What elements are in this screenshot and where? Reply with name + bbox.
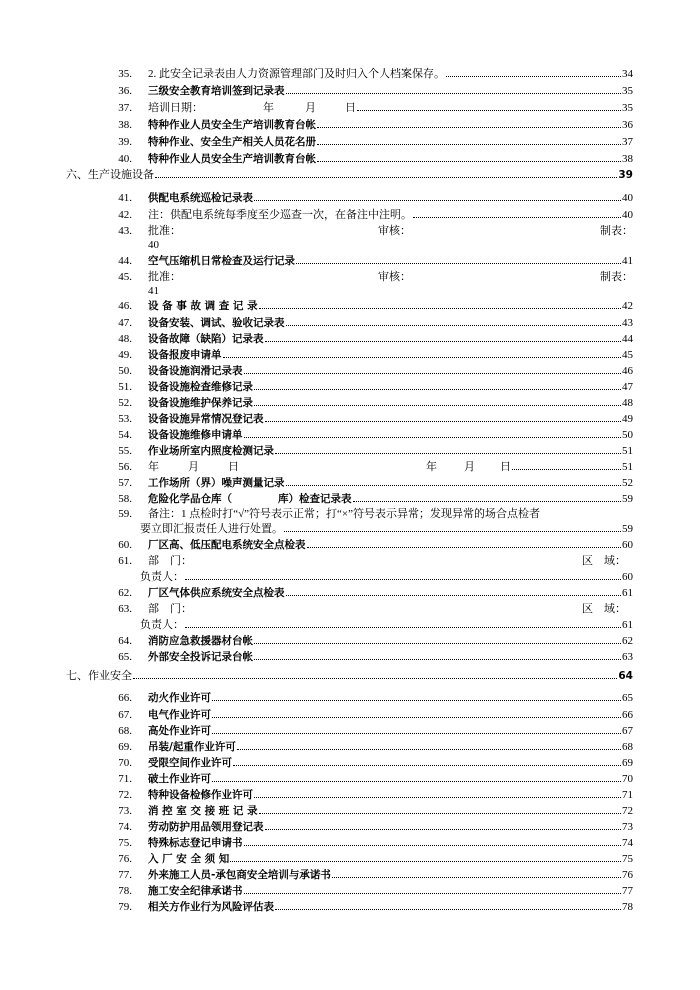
entry-page: 46 <box>622 365 633 377</box>
toc-entry-43-page <box>0 237 700 253</box>
toc-entry-59[interactable] <box>0 506 700 522</box>
leader-dots <box>307 538 622 548</box>
entry-page: 36 <box>622 119 633 131</box>
entry-number: 79. <box>118 901 132 913</box>
leader-dots <box>286 476 622 486</box>
toc-entry-53[interactable] <box>0 411 700 427</box>
entry-number: 70. <box>118 757 132 769</box>
review-label: 审核： <box>378 271 411 283</box>
dept-label: 部 门： <box>148 555 192 567</box>
entry-number: 71. <box>118 773 132 785</box>
entry-number: 78. <box>118 885 132 897</box>
entry-number: 37. <box>118 102 132 114</box>
entry-page: 35 <box>622 85 633 97</box>
owner-label: 负责人： <box>140 619 184 631</box>
toc-entry-47[interactable] <box>0 315 700 331</box>
entry-number: 49. <box>118 349 132 361</box>
toc-entry-48[interactable] <box>0 331 700 347</box>
toc-entry-73[interactable] <box>0 803 700 819</box>
toc-entry-57[interactable] <box>0 475 700 491</box>
entry-number: 55. <box>118 445 132 457</box>
toc-entry-70[interactable] <box>0 755 700 771</box>
leader-dots <box>244 364 622 374</box>
entry-title: 特种作业、安全生产相关人员花名册 <box>148 136 316 148</box>
entry-page: 40 <box>148 239 159 251</box>
leader-dots <box>212 724 621 734</box>
entry-page: 50 <box>622 429 633 441</box>
toc-entry-75[interactable] <box>0 835 700 851</box>
entry-title: 吊装/起重作业许可 <box>148 741 236 753</box>
entry-page: 70 <box>622 773 633 785</box>
entry-page: 65 <box>622 692 633 704</box>
year-label: 年 <box>148 459 188 475</box>
leader-dots <box>133 669 617 679</box>
entry-number: 69. <box>118 741 132 753</box>
leader-dots <box>254 396 621 406</box>
toc-entry-59-cont <box>0 521 700 537</box>
entry-title: 相关方作业行为风险评估表 <box>148 901 274 913</box>
leader-dots <box>244 428 622 438</box>
toc-entry-63[interactable] <box>0 601 700 617</box>
entry-title: 动火作业许可 <box>148 692 211 704</box>
entry-title: 外部安全投诉记录台帐 <box>148 651 253 663</box>
toc-entry-65[interactable] <box>0 649 700 665</box>
entry-number: 43. <box>118 225 132 237</box>
entry-title: 特种设备检修作业许可 <box>148 789 253 801</box>
entry-page: 78 <box>622 901 633 913</box>
leader-dots <box>512 460 621 470</box>
toc-entry-72[interactable] <box>0 787 700 803</box>
entry-title: 电气作业许可 <box>148 709 211 721</box>
entry-title: 施工安全纪律承诺书 <box>148 885 243 897</box>
entry-number: 36. <box>118 85 132 97</box>
entry-number: 35. <box>118 68 132 80</box>
toc-entry-66[interactable] <box>0 690 700 706</box>
entry-page: 69 <box>622 757 633 769</box>
entry-page: 60 <box>622 539 633 551</box>
toc-entry-58[interactable] <box>0 491 700 507</box>
month-label: 月 <box>188 459 228 475</box>
entry-number: 52. <box>118 397 132 409</box>
toc-entry-51[interactable] <box>0 379 700 395</box>
entry-number: 60. <box>118 539 132 551</box>
toc-entry-64[interactable] <box>0 633 700 649</box>
year-label: 年 <box>263 100 305 116</box>
entry-number: 66. <box>118 692 132 704</box>
entry-title: 外来施工人员-承包商安全培训与承诺书 <box>148 869 331 881</box>
entry-title: 设备设施异常情况登记表 <box>148 413 264 425</box>
toc-entry-44[interactable] <box>0 253 700 269</box>
toc-entry-79[interactable] <box>0 899 700 915</box>
toc-entry-77[interactable] <box>0 867 700 883</box>
leader-dots <box>265 332 622 342</box>
entry-title: 设备设施维护保养记录 <box>148 397 253 409</box>
entry-page: 48 <box>622 397 633 409</box>
entry-page: 35 <box>622 102 633 114</box>
entry-number: 74. <box>118 821 132 833</box>
entry-number: 51. <box>118 381 132 393</box>
toc-entry-68[interactable] <box>0 723 700 739</box>
leader-dots <box>286 316 622 326</box>
entry-title: 高处作业许可 <box>148 725 211 737</box>
toc-entry-41[interactable] <box>0 190 700 206</box>
entry-title: 劳动防护用品领用登记表 <box>148 821 264 833</box>
entry-page: 49 <box>622 413 633 425</box>
toc-entry-50[interactable] <box>0 363 700 379</box>
leader-dots <box>254 380 621 390</box>
entry-title: 设 备 事 故 调 查 记 录 <box>148 300 258 312</box>
entry-number: 72. <box>118 789 132 801</box>
entry-title: 设备设施润滑记录表 <box>148 365 243 377</box>
entry-number: 68. <box>118 725 132 737</box>
toc-entry-61-cont <box>0 569 700 585</box>
entry-number: 38. <box>118 119 132 131</box>
entry-number: 50. <box>118 365 132 377</box>
toc-entry-61[interactable] <box>0 553 700 569</box>
section-title: 七、作业安全 <box>66 670 132 682</box>
leader-dots <box>212 708 621 718</box>
toc-entry-71[interactable] <box>0 771 700 787</box>
owner-label: 负责人： <box>140 571 184 583</box>
leader-dots <box>265 412 622 422</box>
toc-entry-74[interactable] <box>0 819 700 835</box>
leader-dots <box>317 118 621 128</box>
entry-title: 消 控 室 交 接 班 记 录 <box>148 805 258 817</box>
toc-entry-55[interactable] <box>0 443 700 459</box>
entry-page: 51 <box>622 445 633 457</box>
entry-number: 61. <box>118 555 132 567</box>
entry-title: 厂区气体供应系统安全点检表 <box>148 587 285 599</box>
leader-dots <box>446 67 621 77</box>
leader-dots <box>233 756 621 766</box>
entry-number: 46. <box>118 300 132 312</box>
entry-page: 62 <box>622 635 633 647</box>
entry-title-2: 库）检查记录表 <box>278 493 352 505</box>
toc-entry-52[interactable] <box>0 395 700 411</box>
toc-entry-38[interactable] <box>0 117 700 133</box>
leader-dots <box>185 618 621 628</box>
entry-page: 38 <box>622 153 633 165</box>
entry-title: 特种作业人员安全生产培训教育台帐 <box>148 119 316 131</box>
entry-number: 59. <box>118 508 132 520</box>
toc-entry-37[interactable] <box>0 100 700 116</box>
toc-entry-62[interactable] <box>0 585 700 601</box>
leader-dots <box>296 254 621 264</box>
entry-title: 破土作业许可 <box>148 773 211 785</box>
day-label: 日 <box>345 102 356 114</box>
entry-page: 43 <box>622 317 633 329</box>
entry-page: 40 <box>622 209 633 221</box>
leader-dots <box>254 634 621 644</box>
entry-title: 注：供配电系统每季度至少巡查一次，在备注中注明。 <box>148 209 412 221</box>
entry-page: 77 <box>622 885 633 897</box>
entry-number: 44. <box>118 255 132 267</box>
entry-title: 培训日期： <box>148 100 263 116</box>
entry-number: 40. <box>118 153 132 165</box>
entry-title: 设备故障（缺陷）记录表 <box>148 333 264 345</box>
prepare-label: 制表： <box>600 225 633 237</box>
entry-number: 76. <box>118 853 132 865</box>
entry-number: 67. <box>118 709 132 721</box>
entry-number: 62. <box>118 587 132 599</box>
entry-page: 44 <box>622 333 633 345</box>
leader-dots <box>244 836 622 846</box>
entry-title: 空气压缩机日常检查及运行记录 <box>148 255 295 267</box>
leader-dots <box>259 299 621 309</box>
entry-title: 设备设施维修申请单 <box>148 429 243 441</box>
leader-dots <box>317 135 621 145</box>
toc-entry-76[interactable] <box>0 851 700 867</box>
entry-number: 58. <box>118 493 132 505</box>
approve-label: 批准： <box>148 225 181 237</box>
entry-number: 54. <box>118 429 132 441</box>
toc-entry-67[interactable] <box>0 707 700 723</box>
entry-number: 73. <box>118 805 132 817</box>
entry-title: 受限空间作业许可 <box>148 757 232 769</box>
toc-entry-46[interactable] <box>0 298 700 314</box>
day-label-2: 日 <box>500 461 511 473</box>
toc-entry-40[interactable] <box>0 151 700 167</box>
entry-number: 53. <box>118 413 132 425</box>
entry-number: 41. <box>118 192 132 204</box>
leader-dots <box>155 168 617 178</box>
leader-dots <box>284 522 621 532</box>
entry-number: 64. <box>118 635 132 647</box>
entry-page: 75 <box>622 853 633 865</box>
entry-page: 52 <box>622 477 633 489</box>
entry-page: 63 <box>622 651 633 663</box>
entry-number: 57. <box>118 477 132 489</box>
area-label: 区 域： <box>582 603 626 615</box>
toc-entry-42[interactable] <box>0 207 700 223</box>
entry-page: 37 <box>622 136 633 148</box>
leader-dots <box>212 772 621 782</box>
section-page: 39 <box>618 169 633 181</box>
section-page: 64 <box>618 670 633 682</box>
toc-entry-60[interactable] <box>0 537 700 553</box>
entry-page: 76 <box>622 869 633 881</box>
toc-entry-39[interactable] <box>0 134 700 150</box>
entry-title: 设备安装、调试、验收记录表 <box>148 317 285 329</box>
entry-page: 68 <box>622 741 633 753</box>
entry-number: 39. <box>118 136 132 148</box>
toc-entry-36[interactable] <box>0 83 700 99</box>
entry-page: 59 <box>622 523 633 535</box>
entry-page: 72 <box>622 805 633 817</box>
entry-title: 作业场所室内照度检测记录 <box>148 445 274 457</box>
toc-entry-69[interactable] <box>0 739 700 755</box>
leader-dots <box>212 691 621 701</box>
leader-dots <box>265 820 622 830</box>
entry-page: 51 <box>622 461 633 473</box>
year-label-2: 年 <box>426 459 464 475</box>
entry-page: 42 <box>622 300 633 312</box>
entry-title: 消防应急救援器材台帐 <box>148 635 253 647</box>
entry-title: 供配电系统巡检记录表 <box>148 192 253 204</box>
toc-entry-49[interactable] <box>0 347 700 363</box>
leader-dots <box>259 804 621 814</box>
area-label: 区 域： <box>582 555 626 567</box>
dept-label: 部 门： <box>148 603 192 615</box>
entry-title: 备注：1 点检时打“√”符号表示正常；打“×”符号表示异常；发现异常的场合点检者 <box>148 508 541 520</box>
toc-entry-35[interactable] <box>0 66 700 82</box>
leader-dots <box>244 884 622 894</box>
leader-dots <box>185 570 621 580</box>
leader-dots <box>223 348 622 358</box>
review-label: 审核： <box>378 225 411 237</box>
entry-number: 63. <box>118 603 132 615</box>
leader-dots <box>286 586 622 596</box>
entry-page: 60 <box>622 571 633 583</box>
entry-title: 特殊标志登记申请书 <box>148 837 243 849</box>
month-label: 月 <box>305 100 345 116</box>
entry-number: 56. <box>118 461 132 473</box>
toc-entry-63-cont <box>0 617 700 633</box>
entry-number: 48. <box>118 333 132 345</box>
entry-number: 75. <box>118 837 132 849</box>
entry-title: 危险化学品仓库（ <box>148 491 278 507</box>
leader-dots <box>357 101 621 111</box>
entry-page: 59 <box>622 493 633 505</box>
leader-dots <box>286 84 622 94</box>
entry-title: 设备报废申请单 <box>148 349 222 361</box>
entry-title-cont: 要立即汇报责任人进行处置。 <box>140 523 283 535</box>
leader-dots <box>237 740 621 750</box>
entry-title: 三级安全教育培训签到记录表 <box>148 85 285 97</box>
leader-dots <box>230 852 621 862</box>
toc-entry-78[interactable] <box>0 883 700 899</box>
entry-page: 71 <box>622 789 633 801</box>
leader-dots <box>413 208 621 218</box>
entry-number: 42. <box>118 209 132 221</box>
leader-dots <box>275 900 621 910</box>
entry-number: 77. <box>118 869 132 881</box>
entry-page: 41 <box>148 285 159 297</box>
entry-title: 工作场所（界）噪声测量记录 <box>148 477 285 489</box>
entry-title: 厂区高、低压配电系统安全点检表 <box>148 539 306 551</box>
entry-title: 特种作业人员安全生产培训教育台帐 <box>148 153 316 165</box>
toc-entry-56[interactable] <box>0 459 700 475</box>
entry-page: 45 <box>622 349 633 361</box>
toc-section-7[interactable] <box>0 668 700 684</box>
month-label-2: 月 <box>464 459 500 475</box>
toc-entry-54[interactable] <box>0 427 700 443</box>
leader-dots <box>275 444 621 454</box>
day-label: 日 <box>228 459 426 475</box>
entry-page: 67 <box>622 725 633 737</box>
entry-page: 66 <box>622 709 633 721</box>
prepare-label: 制表： <box>600 271 633 283</box>
entry-title: 2. 此安全记录表由人力资源管理部门及时归入个人档案保存。 <box>148 68 445 80</box>
entry-page: 73 <box>622 821 633 833</box>
leader-dots <box>353 492 622 502</box>
approve-label: 批准： <box>148 271 181 283</box>
entry-number: 65. <box>118 651 132 663</box>
entry-page: 61 <box>622 619 633 631</box>
leader-dots <box>332 868 621 878</box>
entry-page: 41 <box>622 255 633 267</box>
leader-dots <box>254 650 621 660</box>
entry-page: 34 <box>622 68 633 80</box>
leader-dots <box>254 788 621 798</box>
entry-number: 45. <box>118 271 132 283</box>
toc-section-6[interactable] <box>0 167 700 183</box>
entry-title: 入 厂 安 全 须 知 <box>148 853 230 865</box>
entry-page: 47 <box>622 381 633 393</box>
section-title: 六、生产设施设备 <box>66 169 154 181</box>
entry-page: 40 <box>622 192 633 204</box>
entry-page: 74 <box>622 837 633 849</box>
toc-entry-45-page <box>0 283 700 299</box>
leader-dots <box>317 152 621 162</box>
entry-title: 设备设施检查维修记录 <box>148 381 253 393</box>
entry-page: 61 <box>622 587 633 599</box>
entry-number: 47. <box>118 317 132 329</box>
leader-dots <box>254 191 621 201</box>
